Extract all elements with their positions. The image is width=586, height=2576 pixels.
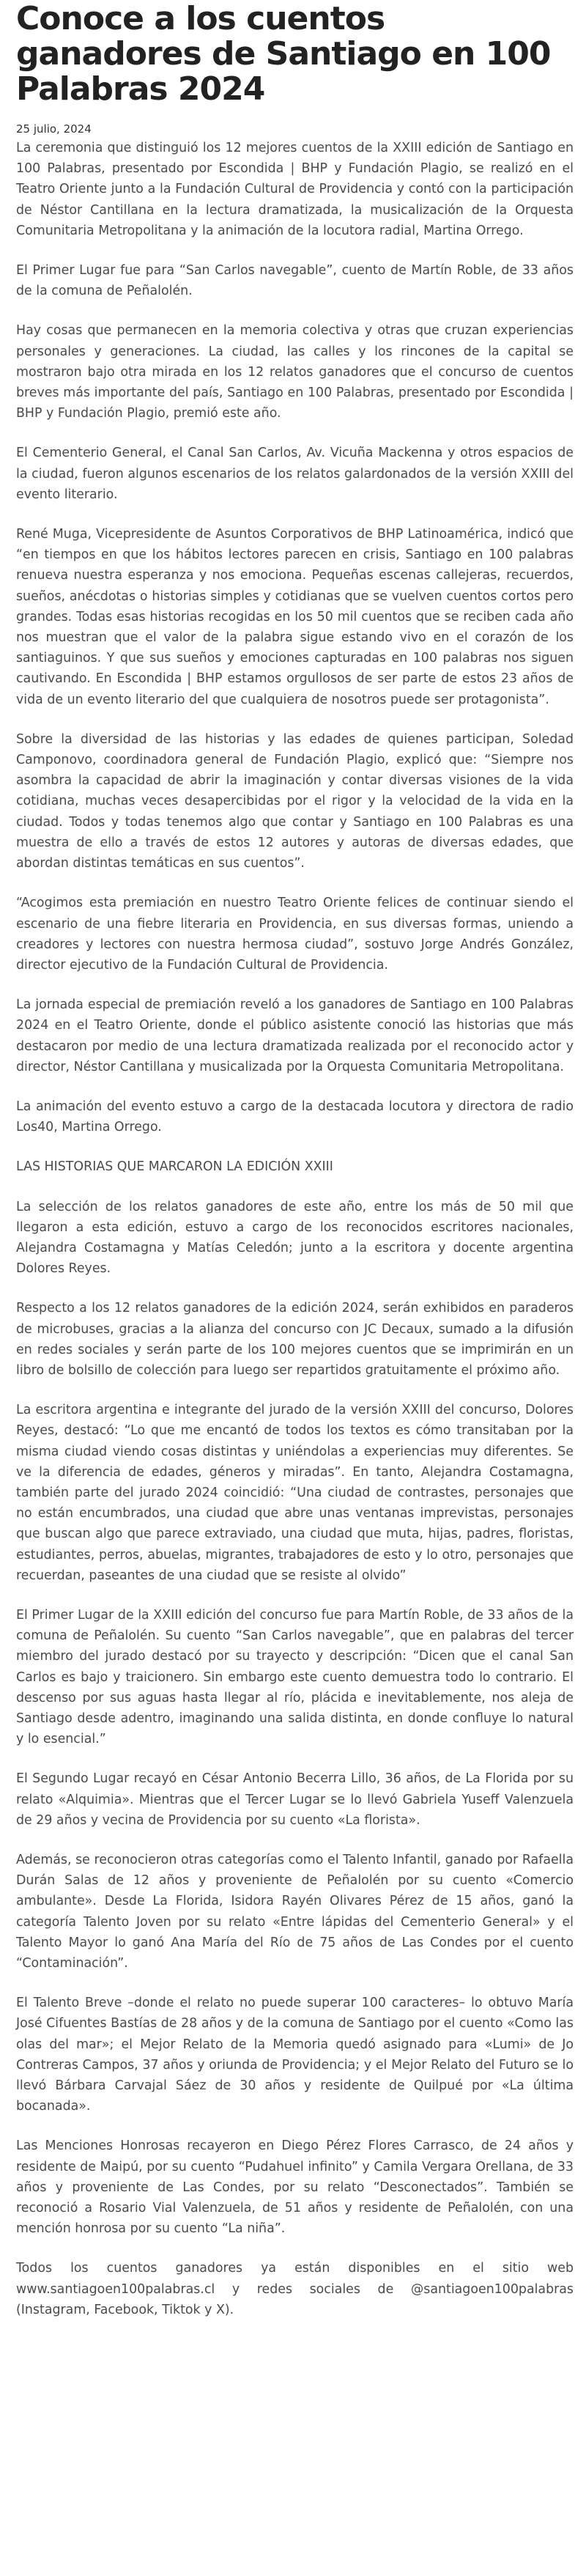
paragraph-jury-quotes: La escritora argentina e integrante del jurado de la versión XXIII del concurso, Dolores Reyes, destacó: “Lo que me encantó de todos los textos es cómo transitaban por la misma ciudad viendo cosas distintas y uniéndolas a experiencias muy diferentes. Se ve la diferencia de edades, géneros y miradas”. En tanto, Alejandra Costamagna, también parte del jurado 2024 coincidió: “Una ciudad de contrastes, personajes que no están encumbrados, una ciudad que abre unas ventanas imprevistas, personajes que buscan algo que parece extraviado, una ciudad que muta, hijas, padres, floristas, estudiantes, perros, abuelas, migrantes, trabajadores de esto y lo otro, personajes que recuerdan, paseantes de una ciudad que se resiste al olvido”: [16, 1403, 574, 1583]
paragraph-jury: La selección de los relatos ganadores de este año, entre los más de 50 mil que llegaron a esta edición, estuvo a cargo de los reconocidos escritores nacionales, Alejandra Costamagna y Matías Celedón; junto a la escritora y docente argentina Dolores Reyes.: [16, 1199, 574, 1277]
paragraph-bhp-quote: René Muga, Vicepresidente de Asuntos Corporativos de BHP Latinoamérica, indicó que “en tiempos en que los hábitos lectores parecen en crisis, Santiago en 100 palabras renueva nuestra esperanza y nos emociona. Pequeñas escenas callejeras, recuerdos, sueños, anécdotas o historias simples y cotidianas que se vuelven cuentos cortos pero grandes. Todas esas historias recogidas en los 50 mil cuentos que se reciben cada año nos muestran que el valor de la palabra sigue estando vivo en el corazón de los santiaguinos. Y que sus sueños y emociones capturadas en 100 palabras nos siguen cautivando. En Escondida | BHP estamos orgullosos de ser parte de estos 23 años de vida de un evento literario del que cualquiera de nosotros puede ser protagonista”.: [16, 527, 574, 707]
paragraph-host: La animación del evento estuvo a cargo de la destacada locutora y directora de radio Los40, Martina Orrego.: [16, 1099, 574, 1135]
paragraph-talents: Además, se reconocieron otras categorías como el Talento Infantil, ganado por Rafaella Durán Salas de 12 años y proveniente de Peñalolén por su cuento «Comercio ambulante». Desde La Florida, Isidora Rayén Olivares Pérez de 15 años, ganó la categoría Talento Joven por su relato «Entre lápidas del Cementerio General» y el Talento Mayor lo ganó Ana María del Río de 75 años de Las Condes por el cuento “Contaminación”.: [16, 1853, 574, 1971]
article-body: [16, 138, 574, 2320]
paragraph-memory: Hay cosas que permanecen en la memoria colectiva y otras que cruzan experiencias personales y generaciones. La ciudad, las calles y los rincones de la capital se mostraron bajo otra mirada en los 12 relatos ganadores que el concurso de cuentos breves más importante del país, Santiago en 100 Palabras, presentado por Escondida | BHP y Fundación Plagio, premió este año.: [16, 323, 574, 421]
section-heading: LAS HISTORIAS QUE MARCARON LA EDICIÓN XXIII: [16, 1159, 333, 1175]
paragraph-second-third: El Segundo Lugar recayó en César Antonio Becerra Lillo, 36 años, de La Florida por su relato «Alquimia». Mientras que el Tercer Lugar se lo llevó Gabriela Yuseff Valenzuela de 29 años y vecina de Providencia por su cuento «La florista».: [16, 1771, 574, 1828]
paragraph-exhibition: Respecto a los 12 relatos ganadores de la edición 2024, serán exhibidos en paraderos de microbuses, gracias a la alianza del concurso con JC Decaux, sumado a la difusión en redes sociales y serán parte de los 100 mejores cuentos que se imprimirán en un libro de bolsillo de colección para luego ser repartidos gratuitamente el próximo año.: [16, 1301, 574, 1378]
paragraph-intro: La ceremonia que distinguió los 12 mejores cuentos de la XXIII edición de Santiago en 100 Palabras, presentado por Escondida | BHP y Fundación Plagio, se realizó en el Teatro Oriente junto a la Fundación Cultural de Providencia y contó con la participación de Néstor Cantillana en la lectura dramatizada, la musicalización de la Orquesta Comunitaria Metropolitana y la animación de la locutora radial, Martina Orrego.: [16, 141, 574, 238]
paragraph-ceremony: La jornada especial de premiación reveló a los ganadores de Santiago en 100 Palabras 2024 en el Teatro Oriente, donde el público asistente conoció las historias que más destacaron por medio de una lectura dramatizada realizada por el reconocido actor y director, Néstor Cantillana y musicalizada por la Orquesta Comunitaria Metropolitana.: [16, 997, 574, 1074]
paragraph-scenarios: El Cementerio General, el Canal San Carlos, Av. Vicuña Mackenna y otros espacios de la ciudad, fueron algunos escenarios de los relatos galardonados de la versión XXIII del evento literario.: [16, 446, 574, 502]
article-date: 25 julio, 2024: [16, 122, 92, 136]
paragraph-first-place: El Primer Lugar fue para “San Carlos navegable”, cuento de Martín Roble, de 33 años de la comuna de Peñalolén.: [16, 263, 574, 299]
article-title: Conoce a los cuentos ganadores de Santiago en 100 Palabras 2024: [16, 0, 551, 108]
paragraph-availability: Todos los cuentos ganadores ya están disponibles en el sitio web www.santiagoen100palabras.cl y redes sociales de @santiagoen100palabras (Instagram, Facebook, Tiktok y X).: [16, 2261, 574, 2317]
paragraph-honorable-mentions: Las Menciones Honrosas recayeron en Diego Pérez Flores Carrasco, de 24 años y residente de Maipú, por su cuento “Pudahuel infinito” y Camila Vergara Orellana, de 33 años y proveniente de Las Condes, por su relato “Desconectados”. También se reconoció a Rosario Vial Valenzuela, de 51 años y residente de Peñalolén, con una mención honrosa por su cuento “La niña”.: [16, 2138, 574, 2237]
paragraph-providencia-quote: “Acogimos esta premiación en nuestro Teatro Oriente felices de continuar siendo el escenario de una fiebre literaria en Providencia, en sus diversas formas, uniendo a creadores y lectores con nuestra hermosa ciudad”, sostuvo Jorge Andrés González, director ejecutivo de la Fundación Cultural de Providencia.: [16, 896, 574, 973]
paragraph-talento-breve: El Talento Breve –donde el relato no puede superar 100 caracteres– lo obtuvo María José Cifuentes Bastías de 28 años y de la comuna de Santiago por el cuento «Como las olas del mar»; el Mejor Relato de la Memoria quedó asignado para «Lumi» de Jo Contreras Campos, 37 años y oriunda de Providencia; y el Mejor Relato del Futuro se lo llevó Bárbara Carvajal Sáez de 30 años y residente de Quilpué por «La última bocanada».: [16, 1996, 574, 2114]
paragraph-plagio-quote: Sobre la diversidad de las historias y las edades de quienes participan, Soledad Camponovo, coordinadora general de Fundación Plagio, explicó que: “Siempre nos asombra la capacidad de abrir la imaginación y contar diversas visiones de la vida cotidiana, muchas veces desapercibidas por el rigor y la velocidad de la vida en la ciudad. Todos y todas tenemos algo que contar y Santiago en 100 Palabras es una muestra de ello a través de estos 12 autores y autoras de diversas edades, que abordan distintas temáticas en sus cuentos”.: [16, 731, 574, 871]
paragraph-winner: El Primer Lugar de la XXIII edición del concurso fue para Martín Roble, de 33 años de la comuna de Peñalolén. Su cuento “San Carlos navegable”, que en palabras del tercer miembro del jurado destacó por su trayecto y descripción: “Dicen que el canal San Carlos es bajo y traicionero. Sin embargo este cuento demuestra todo lo contrario. El descenso por sus aguas hasta llegar al río, plácida e inevitablemente, nos aleja de Santiago desde adentro, imaginando una salida distinta, en donde confluye lo natural y lo esencial.”: [16, 1607, 574, 1747]
